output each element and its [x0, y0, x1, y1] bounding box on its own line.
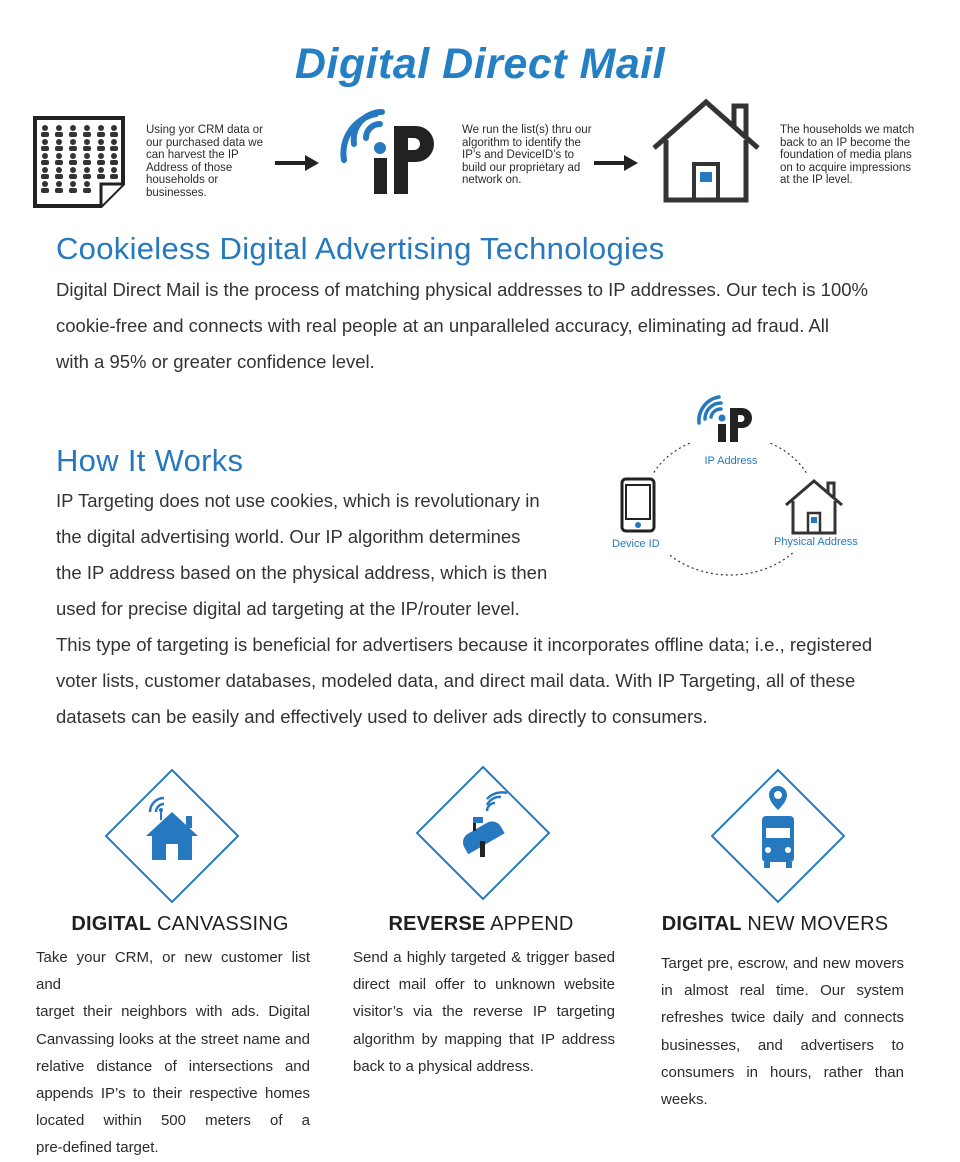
- feature-text-3: [661, 950, 904, 1113]
- arrow-right-icon: [594, 153, 640, 178]
- moving-truck-icon: [710, 768, 846, 909]
- paragraph-line: voter lists, customer databases, modeled data, and direct mail data. With IP Targeting, all of these: [56, 670, 856, 691]
- wifi-house-icon: [104, 768, 240, 909]
- how-it-works-heading: How It Works: [56, 443, 244, 478]
- feature-title-2: [336, 913, 626, 936]
- feature-line: visitor’s via the reverse IP targeting: [353, 1003, 615, 1021]
- feature-text-2: [353, 944, 615, 1080]
- ip-small-icon: [699, 397, 759, 445]
- feature-line: Take your CRM, or new customer list and: [36, 949, 310, 994]
- ip-address-label: IP Address: [704, 455, 758, 467]
- wifi-mailbox-icon: [415, 765, 551, 906]
- address-list-icon: [33, 116, 127, 210]
- feature-line: direct mail offer to unknown website: [353, 976, 615, 994]
- paragraph-line: cookie-free and connects with real people at an unparalleled accuracy, eliminating ad fraud. All: [56, 315, 830, 336]
- feature-line: Target pre, escrow, and new movers: [661, 955, 904, 972]
- feature-line: relative distance of intersections and: [36, 1057, 310, 1075]
- ip-wifi-icon: [336, 108, 446, 196]
- feature-line: weeks.: [661, 1091, 708, 1109]
- ip-diagram: [600, 395, 880, 585]
- step-caption-2: We run the list(s) thru our algorithm to identify the IP’s and DeviceID’s to build our proprietary ad network on.: [462, 124, 592, 186]
- feature-text-1: [36, 944, 310, 1162]
- feature-line: back to a physical address.: [353, 1057, 534, 1075]
- feature-title-rest: NEW MOVERS: [741, 913, 889, 935]
- house-small-icon: [784, 479, 844, 540]
- step-caption-1: Using yor CRM data or our purchased data we can harvest the IP Address of those households or businesses.: [146, 124, 263, 199]
- house-icon: [650, 98, 762, 204]
- feature-title-bold: REVERSE: [388, 913, 486, 935]
- physical-address-label: Physical Address: [774, 536, 858, 548]
- feature-line: Send a highly targeted & trigger based: [353, 949, 615, 966]
- feature-title-bold: DIGITAL: [661, 913, 742, 935]
- paragraph-line: with a 95% or greater confidence level.: [56, 351, 375, 372]
- paragraph-line: IP Targeting does not use cookies, which is revolutionary in: [56, 490, 540, 511]
- feature-line: target their neighbors with ads. Digital: [36, 1003, 310, 1021]
- feature-line: appends IP’s to their respective homes: [36, 1085, 310, 1103]
- feature-line: consumers in hours, rather than: [661, 1063, 904, 1081]
- feature-line: in almost real time. Our system: [661, 982, 904, 1000]
- paragraph-line: the digital advertising world. Our IP algorithm determines: [56, 526, 521, 547]
- arrow-right-icon: [275, 153, 321, 178]
- feature-line: Canvassing looks at the street name and: [36, 1030, 310, 1048]
- feature-line: located within 500 meters of a: [36, 1112, 310, 1130]
- feature-title-rest: APPEND: [485, 913, 574, 935]
- cookieless-heading: Cookieless Digital Advertising Technologies: [56, 231, 665, 266]
- paragraph-line: datasets can be easily and effectively used to deliver ads directly to consumers.: [56, 706, 708, 727]
- feature-line: refreshes twice daily and connects: [661, 1009, 904, 1027]
- paragraph-line: the IP address based on the physical address, which is then: [56, 562, 548, 583]
- step-caption-3: The households we match back to an IP become the foundation of media plans on to acquire impressions at the IP level.: [780, 124, 915, 186]
- device-id-label: Device ID: [612, 538, 660, 550]
- feature-title-1: [36, 913, 324, 936]
- cookieless-paragraph: [56, 272, 936, 380]
- feature-title-3: [630, 913, 920, 936]
- page-title: Digital Direct Mail: [294, 40, 666, 88]
- phone-icon: [620, 477, 656, 538]
- feature-title-rest: CANVASSING: [151, 913, 289, 935]
- paragraph-line: Digital Direct Mail is the process of matching physical addresses to IP addresses. Our tech is 100%: [56, 279, 868, 300]
- feature-line: algorithm by mapping that IP address: [353, 1030, 615, 1048]
- feature-title-bold: DIGITAL: [71, 913, 152, 935]
- paragraph-line: This type of targeting is beneficial for advertisers because it incorporates offline data; i.e., registered: [56, 634, 873, 655]
- paragraph-line: used for precise digital ad targeting at the IP/router level.: [56, 598, 520, 619]
- feature-line: pre-defined target.: [36, 1139, 159, 1157]
- feature-line: businesses, and advertisers to: [661, 1036, 904, 1054]
